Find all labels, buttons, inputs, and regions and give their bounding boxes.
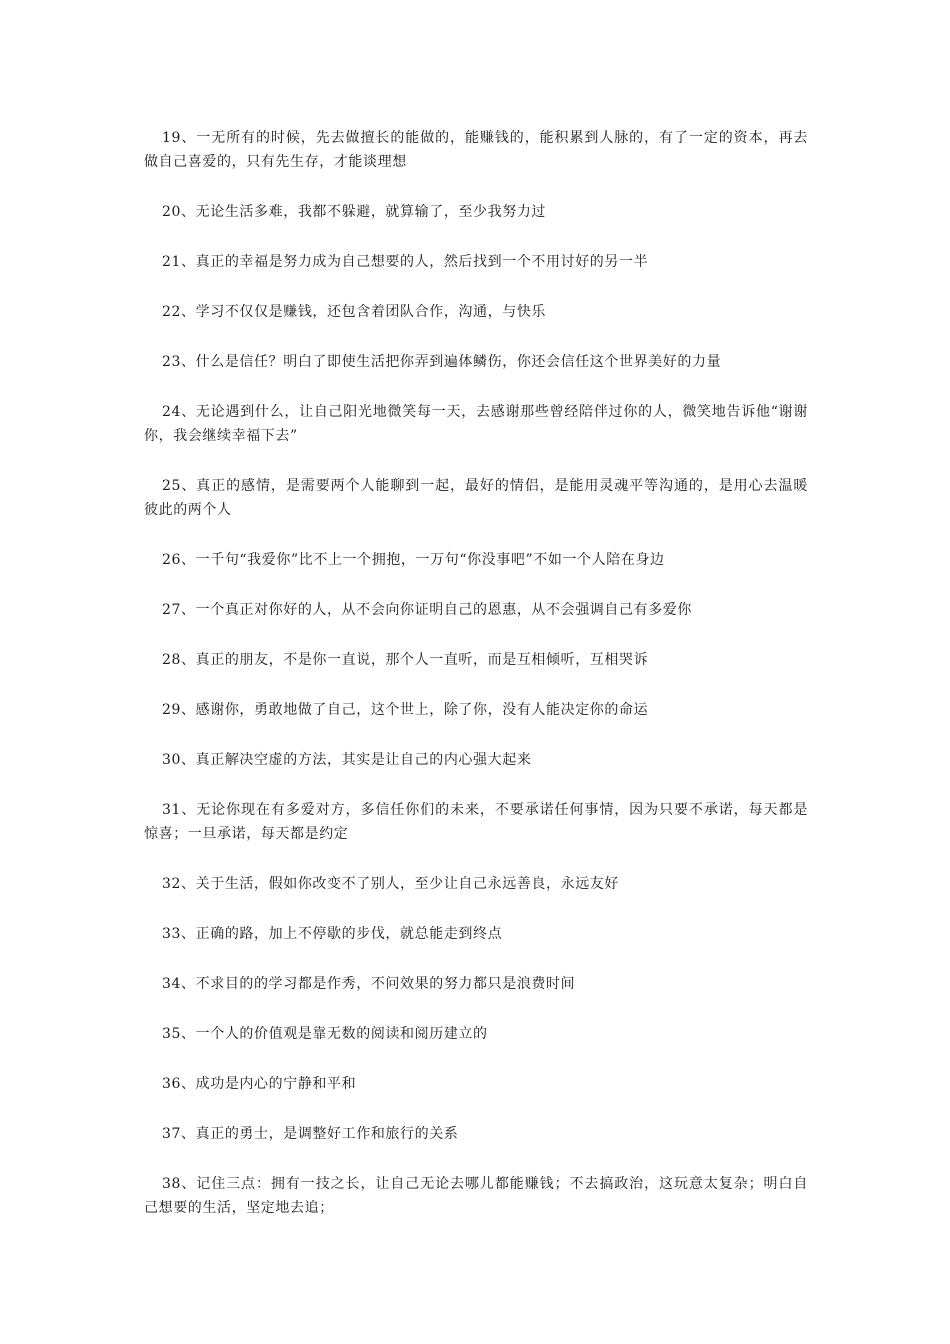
list-item: 33、正确的路，加上不停歇的步伐，就总能走到终点 xyxy=(162,926,503,942)
list-item: 22、学习不仅仅是赚钱，还包含着团队合作，沟通，与快乐 xyxy=(162,304,547,320)
quote-list xyxy=(144,126,808,1246)
list-item: 27、一个真正对你好的人，从不会向你证明自己的恩惠，从不会强调自己有多爱你 xyxy=(162,602,693,618)
list-item: 34、不求目的的学习都是作秀，不问效果的努力都只是浪费时间 xyxy=(162,976,576,992)
list-item: 37、真正的勇士，是调整好工作和旅行的关系 xyxy=(162,1126,459,1142)
list-item: 31、无论你现在有多爱对方，多信任你们的未来，不要承诺任何事情，因为只要不承诺，每天都是惊喜；一旦承诺，每天都是约定 xyxy=(144,802,808,842)
list-item: 30、真正解决空虚的方法，其实是让自己的内心强大起来 xyxy=(162,752,532,768)
list-item: 38、记住三点：拥有一技之长，让自己无论去哪儿都能赚钱；不去搞政治，这玩意太复杂；明白自己想要的生活，坚定地去追； xyxy=(144,1176,808,1216)
list-item: 20、无论生活多难，我都不躲避，就算输了，至少我努力过 xyxy=(162,204,547,220)
list-item: 32、关于生活，假如你改变不了别人，至少让自己永远善良，永远友好 xyxy=(162,876,620,892)
list-item: 35、一个人的价值观是靠无数的阅读和阅历建立的 xyxy=(162,1026,488,1042)
list-item: 28、真正的朋友，不是你一直说，那个人一直听，而是互相倾听，互相哭诉 xyxy=(162,652,649,668)
list-item: 26、一千句“我爱你”比不上一个拥抱，一万句“你没事吧”不如一个人陪在身边 xyxy=(162,552,665,568)
list-item: 23、什么是信任？明白了即使生活把你弄到遍体鳞伤，你还会信任这个世界美好的力量 xyxy=(162,354,722,370)
list-item: 19、一无所有的时候，先去做擅长的能做的，能赚钱的，能积累到人脉的，有了一定的资本，再去做自己喜爱的，只有先生存，才能谈理想 xyxy=(144,130,808,170)
list-item: 21、真正的幸福是努力成为自己想要的人，然后找到一个不用讨好的另一半 xyxy=(162,254,649,270)
list-item: 29、感谢你，勇敢地做了自己，这个世上，除了你，没有人能决定你的命运 xyxy=(162,702,649,718)
list-item: 25、真正的感情，是需要两个人能聊到一起，最好的情侣，是能用灵魂平等沟通的，是用心去温暖彼此的两个人 xyxy=(144,478,808,518)
list-item: 24、无论遇到什么，让自己阳光地微笑每一天，去感谢那些曾经陪伴过你的人，微笑地告诉他“谢谢你，我会继续幸福下去” xyxy=(144,404,808,444)
list-item: 36、成功是内心的宁静和平和 xyxy=(162,1076,357,1092)
